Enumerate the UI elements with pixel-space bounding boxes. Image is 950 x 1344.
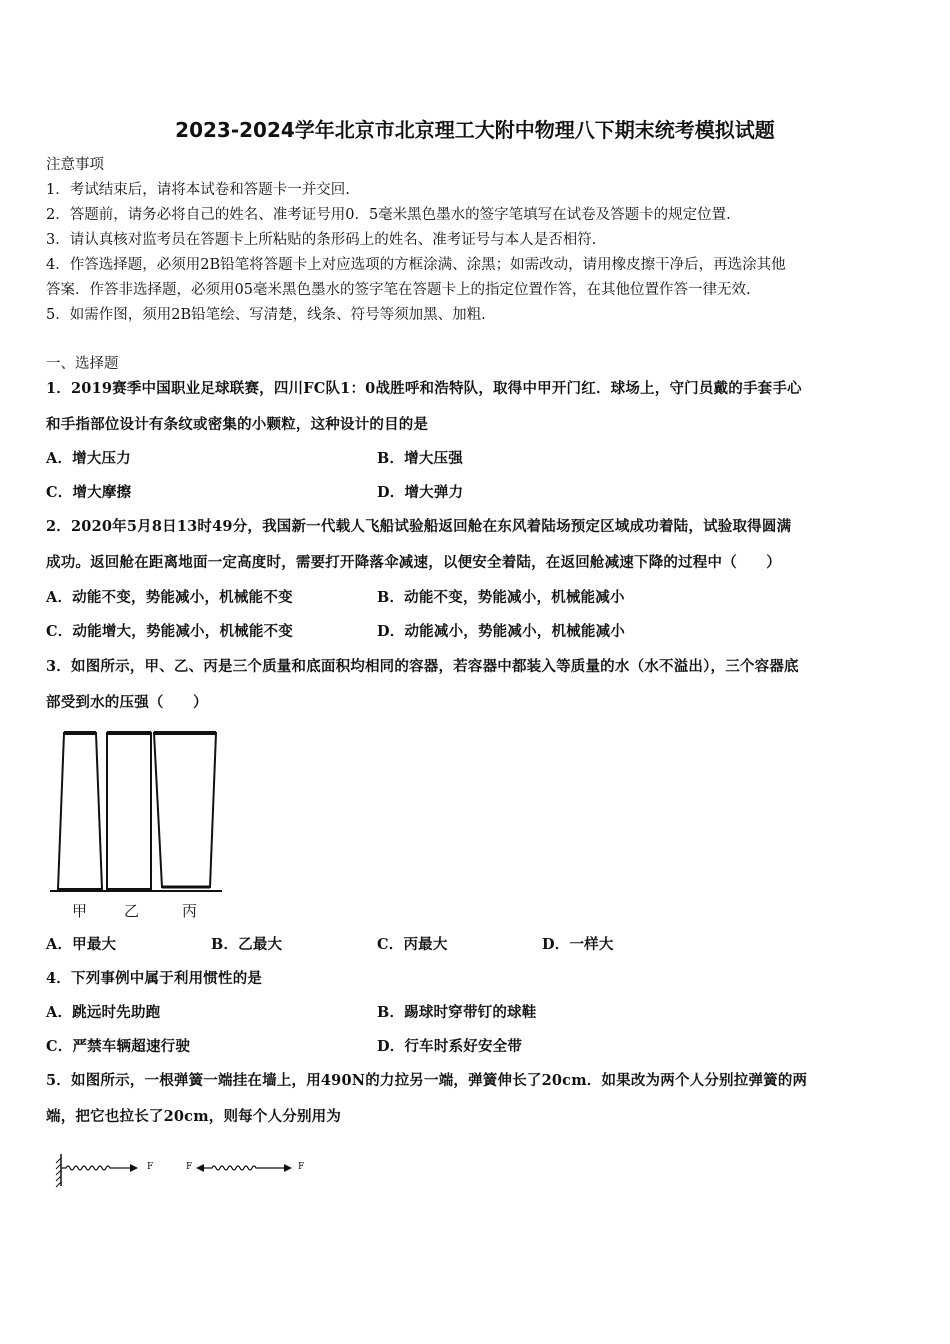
notice-item: 2．答题前，请务必将自己的姓名、准考证号用0．5毫米黑色墨水的签字笔填写在试卷及答题卡的规定位置.: [46, 207, 731, 223]
force-label: F: [298, 1162, 305, 1172]
container-label-yi: 乙: [124, 902, 140, 920]
spring-2: [202, 1166, 284, 1170]
question-1-stem: 1．2019赛季中国职业足球联赛，四川FC队1：0战胜呼和浩特队，取得中甲开门红．球场上，守门员戴的手套手心: [46, 380, 802, 397]
notice-item: 1．考试结束后，请将本试卷和答题卡一并交回.: [46, 182, 350, 198]
question-3-stem: 部受到水的压强（ ）: [46, 694, 208, 711]
question-1-option-b: B．增大压强: [377, 450, 463, 467]
page-title: 2023-2024学年北京市北京理工大附中物理八下期末统考模拟试题: [175, 118, 775, 142]
question-3-option-a: A．甲最大: [46, 936, 117, 953]
container-yi: [107, 733, 151, 889]
section-heading: 一、选择题: [46, 356, 119, 372]
force-label: F: [186, 1162, 193, 1172]
question-1-option-d: D．增大弹力: [377, 484, 464, 501]
container-bing: [154, 733, 216, 887]
question-1-option-a: A．增大压力: [46, 450, 131, 467]
question-4-option-b: B．踢球时穿带钉的球鞋: [377, 1004, 537, 1021]
question-2-option-c: C．动能增大，势能减小，机械能不变: [46, 623, 293, 640]
question-4-option-d: D．行车时系好安全带: [377, 1038, 523, 1055]
question-5-stem: 端，把它也拉长了20cm，则每个人分别用为: [46, 1108, 342, 1125]
question-3-option-c: C．丙最大: [377, 936, 448, 953]
container-label-jia: 甲: [72, 902, 88, 920]
question-3-option-b: B．乙最大: [211, 936, 283, 953]
containers-figure: [46, 725, 226, 895]
notice-heading: 注意事项: [46, 157, 104, 173]
notice-item: 5．如需作图，须用2B铅笔绘、写清楚，线条、符号等须加黑、加粗.: [46, 307, 486, 323]
question-4-option-a: A．跳远时先助跑: [46, 1004, 161, 1021]
spring-1: [61, 1166, 118, 1170]
spring-figure: [52, 1150, 312, 1190]
notice-item: 答案．作答非选择题，必须用05毫米黑色墨水的签字笔在答题卡上的指定位置作答，在其他位置作答一律无效.: [46, 282, 751, 298]
question-1-stem: 和手指部位设计有条纹或密集的小颗粒，这种设计的目的是: [46, 416, 429, 433]
notice-item: 3．请认真核对监考员在答题卡上所粘贴的条形码上的姓名、准考证号与本人是否相符.: [46, 232, 597, 248]
question-3-option-d: D．一样大: [542, 936, 614, 953]
force-label: F: [147, 1162, 154, 1172]
question-4-stem: 4．下列事例中属于利用惯性的是: [46, 970, 263, 987]
question-5-stem: 5．如图所示，一根弹簧一端挂在墙上，用490N的力拉另一端，弹簧伸长了20cm．如果改为两个人分别拉弹簧的两: [46, 1072, 808, 1089]
question-4-option-c: C．严禁车辆超速行驶: [46, 1038, 191, 1055]
question-2-option-a: A．动能不变，势能减小，机械能不变: [46, 589, 293, 606]
question-3-stem: 3．如图所示，甲、乙、丙是三个质量和底面积均相同的容器，若容器中都装入等质量的水（水不溢出），三个容器底: [46, 658, 799, 675]
notice-item: 4．作答选择题，必须用2B铅笔将答题卡上对应选项的方框涂满、涂黑；如需改动，请用橡皮擦干净后，再选涂其他: [46, 257, 786, 273]
question-2-stem: 成功。返回舱在距离地面一定高度时，需要打开降落伞减速，以便安全着陆，在返回舱减速下降的过程中（ ）: [46, 554, 781, 571]
container-jia: [58, 733, 102, 889]
container-label-bing: 丙: [182, 902, 198, 920]
question-2-option-d: D．动能减小，势能减小，机械能减小: [377, 623, 625, 640]
question-2-stem: 2．2020年5月8日13时49分，我国新一代载人飞船试验船返回舱在东风着陆场预定区域成功着陆，试验取得圆满: [46, 518, 792, 535]
question-2-option-b: B．动能不变，势能减小，机械能减小: [377, 589, 625, 606]
question-1-option-c: C．增大摩擦: [46, 484, 132, 501]
